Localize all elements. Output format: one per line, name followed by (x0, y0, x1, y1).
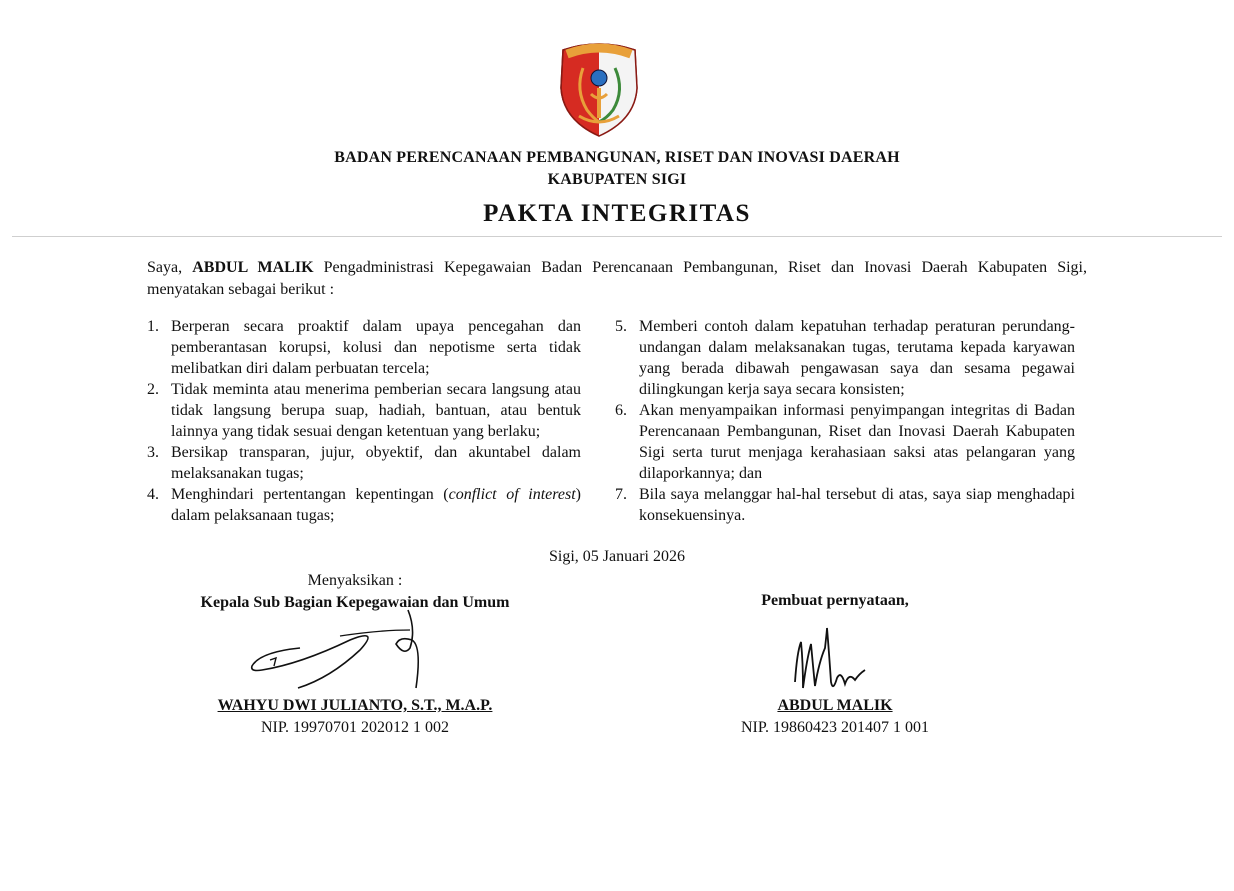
place-date: Sigi, 05 Januari 2026 (549, 548, 685, 565)
item-text: Akan menyampaikan informasi penyimpangan integritas di Badan Perencanaan Pembangunan, Riset dan Inovasi Daerah Kabupaten Sigi serta turut menjaga kerahasiaan saksi atas pelangaran yang dilaporkannya; dan (639, 402, 1075, 482)
item-text: Bila saya melanggar hal-hal tersebut di atas, saya siap menghadapi konsekuensinya. (639, 486, 1075, 524)
maker-nip: NIP. 19860423 201407 1 001 (740, 719, 929, 736)
maker-signature (785, 622, 885, 702)
list-item (615, 316, 1075, 400)
witness-role: Kepala Sub Bagian Kepegawaian dan Umum (200, 594, 510, 611)
list-item (615, 400, 1075, 484)
agency-name-line1: BADAN PERENCANAAN PEMBANGUNAN, RISET DAN INOVASI DAERAH (334, 149, 900, 166)
witness-name: WAHYU DWI JULIANTO, S.T., M.A.P. (217, 697, 493, 714)
list-item (147, 484, 581, 526)
title-divider (12, 236, 1222, 237)
item-number: 2. (147, 381, 159, 398)
witness-block (190, 570, 520, 614)
item-text-after: ) dalam pelaksanaan tugas; (171, 486, 581, 524)
item-text: Berperan secara proaktif dalam upaya pencegahan dan pemberantasan korupsi, kolusi dan nepotisme serta tidak melibatkan diri dalam perbuatan tercela; (171, 318, 581, 377)
kabupaten-sigi-logo (553, 38, 645, 138)
item-text-italic: conflict of interest (448, 486, 576, 503)
intro-prefix: Saya, (147, 259, 193, 276)
statement-list-left (147, 316, 581, 526)
item-number: 1. (147, 318, 159, 335)
list-item (147, 442, 581, 484)
document-title: PAKTA INTEGRITAS (483, 200, 751, 227)
agency-name-line2: KABUPATEN SIGI (547, 171, 687, 188)
item-text: Tidak meminta atau menerima pemberian secara langsung atau tidak langsung berupa suap, hadiah, bantuan, atau bentuk lainnya yang tidak sesuai dengan ketentuan yang berlaku; (171, 381, 581, 440)
witness-label: Menyaksikan : (307, 572, 403, 589)
witness-nip: NIP. 19970701 202012 1 002 (260, 719, 449, 736)
item-number: 3. (147, 444, 159, 461)
list-item (615, 484, 1075, 526)
item-text: Bersikap transparan, jujur, obyektif, dan akuntabel dalam melaksanakan tugas; (171, 444, 581, 482)
intro-paragraph (147, 257, 1087, 301)
item-number: 6. (615, 402, 627, 419)
item-text-before: Menghindari pertentangan kepentingan ( (171, 486, 449, 503)
item-number: 7. (615, 486, 627, 503)
item-number: 4. (147, 486, 159, 503)
maker-name: ABDUL MALIK (777, 697, 893, 714)
list-item (147, 316, 581, 379)
maker-label: Pembuat pernyataan, (761, 592, 909, 609)
intro-name: ABDUL MALIK (192, 259, 314, 276)
item-number: 5. (615, 318, 627, 335)
item-text: Memberi contoh dalam kepatuhan terhadap peraturan perundang-undangan dalam melaksanakan tugas, terutama kepada karyawan yang berada dibawah pengawasan saya dan sesama pegawai dilingkungan kerja saya secara konsisten; (639, 318, 1075, 398)
statement-list-right (615, 316, 1075, 526)
list-item (147, 379, 581, 442)
intro-rest: Pengadministrasi Kepegawaian Badan Perencanaan Pembangunan, Riset dan Inovasi Daerah Kabupaten Sigi, menyatakan sebagai berikut : (147, 259, 1088, 298)
